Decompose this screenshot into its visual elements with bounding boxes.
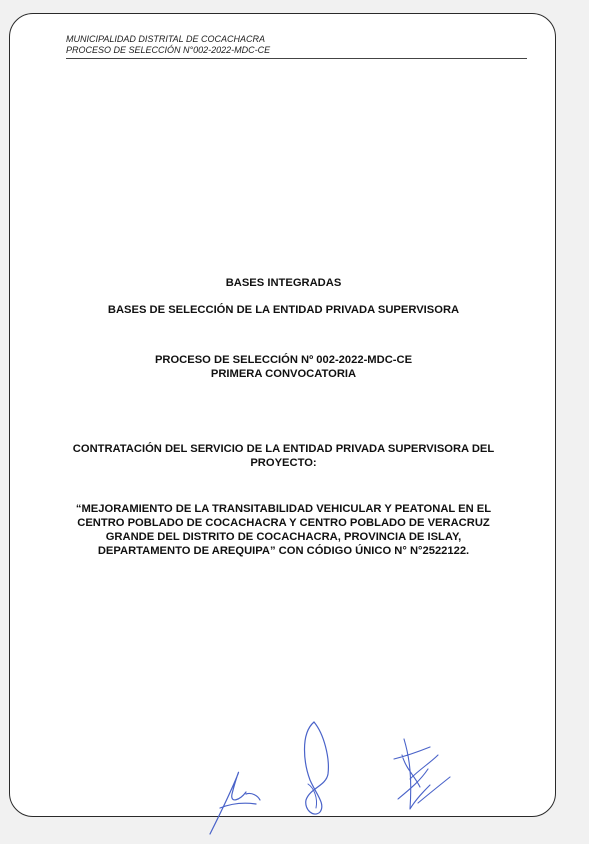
project-line-1: “MEJORAMIENTO DE LA TRANSITABILIDAD VEHICULAR Y PEATONAL EN EL bbox=[75, 503, 492, 515]
project-line-4: DEPARTAMENTO DE AREQUIPA” CON CÓDIGO ÚNICO N° N°2522122. bbox=[97, 545, 470, 557]
contract-line-2: PROYECTO: bbox=[250, 457, 317, 469]
document-title: BASES INTEGRADAS bbox=[225, 277, 342, 289]
document-title-block bbox=[10, 276, 557, 290]
document-page bbox=[9, 13, 556, 817]
process-block bbox=[10, 353, 557, 381]
signature-1 bbox=[200, 734, 280, 844]
project-block bbox=[10, 502, 557, 558]
document-subtitle-block bbox=[10, 303, 557, 317]
page-header bbox=[66, 34, 527, 59]
signature-2 bbox=[280, 714, 350, 824]
contract-line-1: CONTRATACIÓN DEL SERVICIO DE LA ENTIDAD PRIVADA SUPERVISORA DEL bbox=[72, 443, 495, 455]
header-municipality: MUNICIPALIDAD DISTRITAL DE COCACHACRA bbox=[66, 34, 266, 44]
signatures-area bbox=[190, 714, 450, 834]
process-call: PRIMERA CONVOCATORIA bbox=[210, 368, 357, 380]
signature-3 bbox=[380, 729, 460, 839]
project-line-2: CENTRO POBLADO DE COCACHACRA Y CENTRO POBLADO DE VERACRUZ bbox=[77, 517, 490, 529]
header-process: PROCESO DE SELECCIÓN N°002-2022-MDC-CE bbox=[66, 45, 271, 55]
process-number: PROCESO DE SELECCIÓN Nº 002-2022-MDC-CE bbox=[154, 354, 413, 366]
document-subtitle: BASES DE SELECCIÓN DE LA ENTIDAD PRIVADA SUPERVISORA bbox=[107, 304, 460, 316]
project-line-3: GRANDE DEL DISTRITO DE COCACHACRA, PROVINCIA DE ISLAY, bbox=[105, 531, 462, 543]
contract-block bbox=[10, 442, 557, 470]
